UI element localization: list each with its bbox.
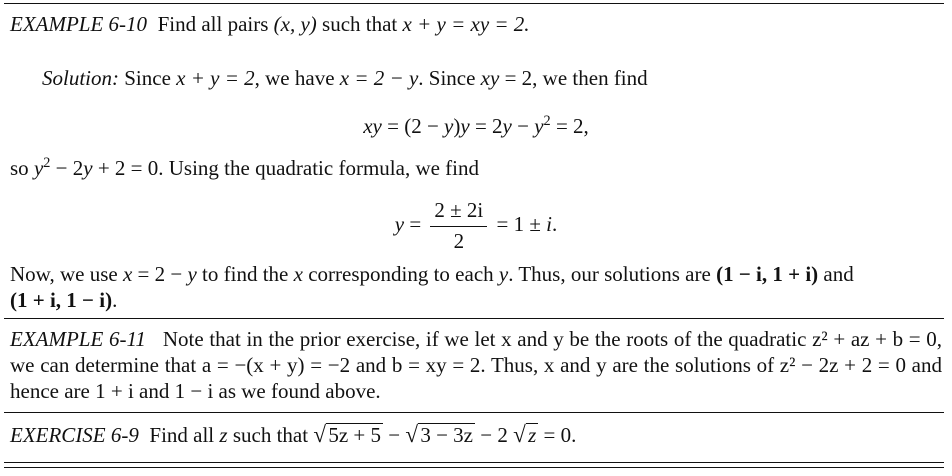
- exercise-label: EXERCISE 6-9: [10, 423, 139, 447]
- solution-label: Solution:: [42, 66, 119, 90]
- solution-text: Since x + y = 2, we have x = 2 − y. Since xy = 2, we then find: [124, 66, 648, 90]
- divider-rule-2: [4, 412, 944, 413]
- solution-pair-2: (1 + i, 1 − i): [10, 287, 113, 312]
- quadratic-line: so $y^2 - 2y + 2 = 0$. Using the quadratic formula, we find: [10, 155, 480, 180]
- top-rule: [4, 3, 944, 4]
- bottom-rule-1: [4, 462, 944, 463]
- example-6-10: [10, 12, 942, 38]
- display-equation-1: xy = $(2 - y)y = 2y - y^2 = 2$,: [363, 113, 589, 138]
- divider-rule-1: [4, 318, 944, 319]
- solution-line: [42, 66, 942, 92]
- radical-3: √ z: [513, 421, 537, 447]
- example-label: EXAMPLE 6-10: [10, 12, 148, 36]
- example-text: Find all pairs (x, y) such that x + y = xy = 2.: [157, 12, 530, 36]
- radical-2: √ 3 − 3z: [405, 421, 474, 447]
- bottom-rule-2: [4, 467, 944, 468]
- example-label: EXAMPLE 6-11: [10, 327, 146, 351]
- radical-1: √ 5z + 5: [313, 421, 381, 447]
- example-text: Note that in the prior exercise, if we let x and y be the roots of the quadratic z² + az + b = 0, we can determine that a = −(x + y) = −2 and b = xy = 2. Thus, x and y are the solutions of z² − 2z + 2 = 0 and hence are 1 + i and 1 − i as we found above.: [10, 327, 943, 404]
- fraction: [430, 198, 487, 254]
- display-equation-2: y = $\frac{2 \pm 2i}{2}$ = 1 ± i.: [394, 198, 558, 253]
- exercise-text: Find all z such that √ 5z + 5 − √ 3 − 3z − 2 √ z = 0.: [149, 421, 577, 447]
- exercise-6-9: [10, 423, 942, 449]
- fraction-numerator: 2 ± 2i: [430, 198, 487, 227]
- solution-pair-1: (1 − i, 1 + i): [716, 262, 819, 286]
- example-6-11: [10, 326, 942, 404]
- fraction-denominator: 2: [453, 228, 465, 253]
- conclusion-paragraph: Now, we use x = 2 − y to find the x corresponding to each y. Thus, our solutions are (1 − i, 1 + i) and (1 + i, 1 − i).: [10, 262, 854, 312]
